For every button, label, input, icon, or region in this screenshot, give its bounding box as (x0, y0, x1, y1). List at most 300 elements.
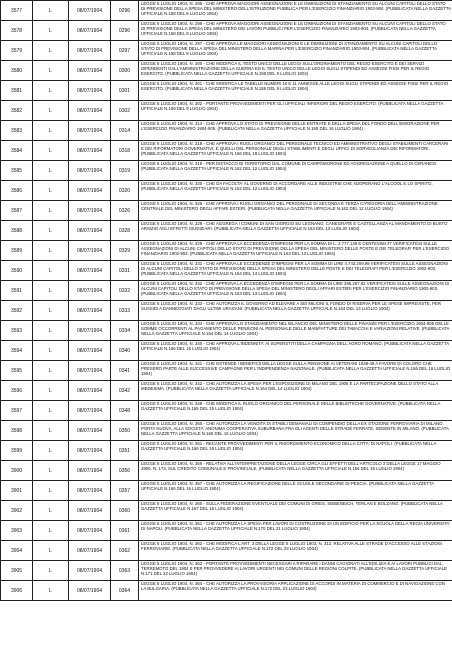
table-row (1, 341, 452, 361)
table-row (1, 221, 452, 241)
act-code: 0348 (118, 407, 131, 414)
table-row (1, 521, 452, 541)
act-type: L (49, 267, 52, 274)
act-date-cell (69, 281, 111, 301)
act-code-cell (111, 401, 139, 421)
act-date: 08/07/1904 (76, 367, 103, 374)
act-type-cell (33, 521, 69, 541)
act-description-cell (139, 121, 452, 141)
act-description: LEGGE 5 LUGLIO 1904, N. 334 - CHE APPROVA LO STANZIAMENTO NEL BILANCIO DEL MINISTERO DELLE FINANZE PER L'ESERCIZIO 1904-905 DELLE SOMME OCCORRENTI AL PAGAMENTO DELLE PENSIONI AL PERSONALE DELLE MANIFATTURE DEI TABACCHI E VARIAZIONI RELATIVE. (PUBBLICATA NELLA GAZZETTA UFFICIALE N.164 DEL 14 LUGLIO 1904) (141, 321, 450, 337)
act-date: 08/07/1904 (76, 527, 103, 534)
act-type: L (49, 347, 52, 354)
row-number-cell (1, 381, 33, 401)
table-row (1, 241, 452, 261)
row-number-cell (1, 581, 33, 601)
act-description-cell (139, 481, 452, 501)
act-date-cell (69, 161, 111, 181)
act-date: 08/07/1904 (76, 267, 103, 274)
act-description-cell (139, 261, 452, 281)
act-date: 08/07/1904 (76, 27, 103, 34)
act-code: 0320 (118, 187, 131, 194)
row-number: 3597 (10, 407, 23, 414)
act-type: L (49, 327, 52, 334)
act-description-cell (139, 541, 452, 561)
table-row (1, 101, 452, 121)
act-date: 08/07/1904 (76, 147, 103, 154)
act-code-cell (111, 281, 139, 301)
act-description: LEGGE 5 LUGLIO 1904, N. 362 - CHE MODIFICA L'ART. 3 DELLA LEGGE 8 LUGLIO 1903, N. 312, RELATIVA ALLE STRADE D'ACCESSO ALLE STAZIONI FERROVIARIE. (PUBBLICATA NELLA GAZZETTA UFFICIALE N.172 DEL 23 LUGLIO 1904) (141, 541, 442, 552)
act-date-cell (69, 541, 111, 561)
act-description: LEGGE 5 LUGLIO 1904, N. 364 - CHE AUTORIZZA LA PROVVISORIA APPLICAZIONE DI ACCORDI IN MATERIA DI COMMERCIO E DI NAVIGAZIONE CON LA BULGARIA. (PUBBLICATA NELLA GAZZETTA UFFICIALE N.172 DEL 23 LUGLIO 1904) (141, 581, 445, 592)
act-description: LEGGE 5 LUGLIO 1904, N. 320 - CHE DA FACOLTA' AL GOVERNO DI ACCORDARE ALLE INDUSTRIE CHE ADOPERANO L'ALCOOL E LO SPIRITO. (PUBBLICATA NELLA GAZZETTA UFFICIALE N.162 DEL 12 LUGLIO 1904) (141, 181, 433, 192)
act-type-cell (33, 81, 69, 101)
act-date: 08/07/1904 (76, 207, 103, 214)
row-number: 3588 (10, 227, 23, 234)
act-date: 08/07/1904 (76, 127, 103, 134)
act-description-cell (139, 561, 452, 581)
act-description-cell (139, 281, 452, 301)
act-date: 08/07/1904 (76, 487, 103, 494)
act-description-cell (139, 341, 452, 361)
table-row (1, 401, 452, 421)
act-date-cell (69, 221, 111, 241)
act-description: LEGGE 5 LUGLIO 1904, N. 296 - CHE APPROVA MAGGIORI ASSEGNAZIONI E LE DIMINUZIONI DI STANZIAMENTO SU ALCUNI CAPITOLI DELLO STATO DI PREVISIONE DELLA SPESA DEL MINISTERO DEI LAVORI PUBBLICI PER L'ESERCIZIO FINANZIARIO 1903-904. (PUBBLICATA NELLA GAZZETTA UFFICIALE N.158 DEL 8 LUGLIO 1904) (141, 21, 446, 37)
act-type-cell (33, 221, 69, 241)
act-code-cell (111, 101, 139, 121)
act-type: L (49, 227, 52, 234)
act-type: L (49, 387, 52, 394)
act-date-cell (69, 81, 111, 101)
row-number-cell (1, 461, 33, 481)
act-type-cell (33, 141, 69, 161)
act-type: L (49, 147, 52, 154)
act-type-cell (33, 201, 69, 221)
act-code: 0363 (118, 567, 131, 574)
act-type: L (49, 247, 52, 254)
act-description-cell (139, 301, 452, 321)
table-row (1, 281, 452, 301)
row-number-cell (1, 321, 33, 341)
act-date-cell (69, 421, 111, 441)
act-type-cell (33, 541, 69, 561)
act-date-cell (69, 301, 111, 321)
row-number: 3578 (10, 27, 23, 34)
row-number: 3584 (10, 147, 23, 154)
table-row (1, 321, 452, 341)
table-row (1, 301, 452, 321)
table-row (1, 141, 452, 161)
act-type: L (49, 467, 52, 474)
table-row (1, 121, 452, 141)
act-date: 08/07/1904 (76, 187, 103, 194)
act-code: 0301 (118, 87, 131, 94)
row-number-cell (1, 261, 33, 281)
act-description-cell (139, 381, 452, 401)
row-number: 3591 (10, 287, 23, 294)
act-description: LEGGE 5 LUGLIO 1904, N. 351 - RECANTE PROVVEDIMENTI PER IL RISORGIMENTO ECONOMICO DELLA CITTA' DI NAPOLI. (PUBBLICATA NELLA GAZZETTA UFFICIALE N.166 DEL 16 LUGLIO 1904) (141, 441, 437, 452)
row-number: 3595 (10, 367, 23, 374)
row-number: 3900 (10, 467, 23, 474)
act-date-cell (69, 21, 111, 41)
act-code-cell (111, 121, 139, 141)
act-description-cell (139, 401, 452, 421)
act-date-cell (69, 41, 111, 61)
row-number-cell (1, 441, 33, 461)
act-code: 0314 (118, 127, 131, 134)
row-number: 3590 (10, 267, 23, 274)
row-number-cell (1, 201, 33, 221)
act-code: 0300 (118, 67, 131, 74)
act-description: LEGGE 5 LUGLIO 1904, N. 326 - CHE APPROVA I RUOLI ORGANICI DEL PERSONALE DI SECONDA E TERZA CATEGORIA DELL'AMMINISTRAZIONE CENTRALE DEL MINISTERO DEGLI AFFARI ESTERI. (PUBBLICATA NELLA GAZZETTA UFFICIALE N.162 DEL 12 LUGLIO 1904) (141, 201, 438, 212)
table-row (1, 481, 452, 501)
act-date-cell (69, 241, 111, 261)
act-description: LEGGE 5 LUGLIO 1904, N. 360 - SULLA FEDERAZIONE EVENTUALE DEI COMUNI DI GRIES, SIEBENEICH, TERLAN E BOLZANO. (PUBBLICATA NELLA GAZZETTA UFFICIALE N.167 DEL 18 LUGLIO 1904) (141, 501, 443, 512)
act-description: LEGGE 5 LUGLIO 1904, N. 356 - RELATIVA ALL'INTERPRETAZIONE DELLA LEGGE CIRCA GLI EFFETTI DELL'ARTICOLO 3 DELLA LEGGE 17 MAGGIO 1900, N. 173, SUL CREDITO COMUNALE E PROVINCIALE. (PUBBLICATA NELLA GAZZETTA UFFICIALE N.166 DEL 16 LUGLIO 1904) (141, 461, 441, 472)
act-date: 08/07/1904 (76, 507, 103, 514)
act-date: 08/07/1904 (76, 347, 103, 354)
act-type-cell (33, 561, 69, 581)
act-date: 08/07/1904 (76, 87, 103, 94)
act-date-cell (69, 341, 111, 361)
act-date-cell (69, 101, 111, 121)
act-type-cell (33, 321, 69, 341)
row-number: 3589 (10, 247, 23, 254)
table-row (1, 561, 452, 581)
act-description-cell (139, 161, 452, 181)
act-date: 08/07/1904 (76, 247, 103, 254)
row-number-cell (1, 1, 33, 21)
act-date: 08/07/1904 (76, 67, 103, 74)
act-code: 0328 (118, 227, 131, 234)
row-number-cell (1, 141, 33, 161)
act-code-cell (111, 221, 139, 241)
act-code: 0364 (118, 587, 131, 594)
act-type: L (49, 307, 52, 314)
act-type: L (49, 407, 52, 414)
act-code-cell (111, 521, 139, 541)
table-row (1, 261, 452, 281)
act-description: LEGGE 5 LUGLIO 1904, N. 302 - PORTANTE PROVVEDIMENTI PER GLI UFFICIALI INFERIORI DEL REGIO ESERCITO. (PUBBLICATA NELLA GAZZETTA UFFICIALE N.159 DEL 9 LUGLIO 1904) (141, 101, 444, 112)
act-description-cell (139, 461, 452, 481)
act-type-cell (33, 281, 69, 301)
act-date-cell (69, 441, 111, 461)
act-type: L (49, 427, 52, 434)
act-type-cell (33, 1, 69, 21)
act-code: 0296 (118, 27, 131, 34)
table-row (1, 61, 452, 81)
act-description-cell (139, 21, 452, 41)
row-number-cell (1, 101, 33, 121)
row-number: 3903 (10, 527, 23, 534)
act-code-cell (111, 441, 139, 461)
row-number-cell (1, 341, 33, 361)
table-row (1, 21, 452, 41)
act-date: 08/07/1904 (76, 327, 103, 334)
row-number: 3901 (10, 487, 23, 494)
act-description-cell (139, 41, 452, 61)
act-type-cell (33, 461, 69, 481)
row-number-cell (1, 521, 33, 541)
act-description: LEGGE 5 LUGLIO 1904, N. 318 - CHE APPROVA I RUOLI ORGANICI DEL PERSONALE TECNICO ED AMMINISTRATIVO DEGLI STABILIMENTI CARCERARI E DEI RIFORMATORI GOVERNATIVI, E QUELLI DEL PERSONALE DEGLI STABILIMENTI E DEGLI UFFICI DI SORVEGLIANZA DEI RIFORMATORI. (PUBBLICATA NELLA GAZZETTA UFFICIALE N.166 DEL 18 LUGLIO 1904) (141, 141, 449, 157)
table-row (1, 461, 452, 481)
act-type: L (49, 127, 52, 134)
row-number: 3905 (10, 567, 23, 574)
act-type-cell (33, 241, 69, 261)
act-code: 0319 (118, 167, 131, 174)
act-date: 08/07/1904 (76, 227, 103, 234)
act-date-cell (69, 361, 111, 381)
act-code-cell (111, 241, 139, 261)
act-type-cell (33, 581, 69, 601)
act-description-cell (139, 581, 452, 601)
row-number-cell (1, 21, 33, 41)
row-number-cell (1, 361, 33, 381)
act-date: 08/07/1904 (76, 307, 103, 314)
act-description-cell (139, 501, 452, 521)
act-date-cell (69, 201, 111, 221)
act-code: 0351 (118, 447, 131, 454)
act-code: 0296 (118, 7, 131, 14)
act-description-cell (139, 141, 452, 161)
act-code-cell (111, 581, 139, 601)
row-number: 3580 (10, 67, 23, 74)
act-date: 08/07/1904 (76, 387, 103, 394)
act-code: 0302 (118, 107, 131, 114)
row-number-cell (1, 401, 33, 421)
table-row (1, 381, 452, 401)
act-code: 0340 (118, 347, 131, 354)
act-date: 08/07/1904 (76, 427, 103, 434)
act-date: 08/07/1904 (76, 7, 103, 14)
act-description: LEGGE 5 LUGLIO 1904, N. 331 - CHE APPROVA LE ECCEDENZE D'IMPEGNI PER LA SOMMA DI LIRE 4.743.209,99 VERIFICATESI SULLE ASSEGNAZIONI DI ALCUNI CAPITOLI DELLO STATO DI PREVISIONE DELLA SPESA DEL MINISTERO DELLE POSTE E DEI TELEGRAFI PER L'ESERCIZIO 1902-903. (PUBBLICATA NELLA GAZZETTA UFFICIALE N.164 DEL 14 LUGLIO 1904) (141, 261, 448, 277)
act-description-cell (139, 61, 452, 81)
act-code: 0360 (118, 507, 131, 514)
act-type: L (49, 167, 52, 174)
act-date-cell (69, 481, 111, 501)
act-date-cell (69, 261, 111, 281)
act-description: LEGGE 5 LUGLIO 1904, N. 341 - CHE ESTENDE I BENEFICII DELLA LEGGE SULLA PENSIONE AI VETERANI 1848-49 A FAVORE DI COLORO CHE PRESERO PARTE ALLE SUCCESSIVE CAMPAGNE PER L'INDIPENDENZA NAZIONALE. (PUBBLICATA NELLA GAZZETTA UFFICIALE N.166 DEL 16 LUGLIO 1904) (141, 361, 451, 377)
act-code: 0333 (118, 307, 131, 314)
row-number: 3582 (10, 107, 23, 114)
act-code: 0356 (118, 467, 131, 474)
act-date-cell (69, 401, 111, 421)
act-code-cell (111, 81, 139, 101)
act-type: L (49, 507, 52, 514)
act-code-cell (111, 481, 139, 501)
act-code-cell (111, 21, 139, 41)
act-code-cell (111, 141, 139, 161)
act-type: L (49, 567, 52, 574)
act-code-cell (111, 341, 139, 361)
act-code: 0361 (118, 527, 131, 534)
act-type-cell (33, 481, 69, 501)
act-date-cell (69, 561, 111, 581)
act-code: 0297 (118, 47, 131, 54)
act-code: 0350 (118, 427, 131, 434)
row-number-cell (1, 541, 33, 561)
row-number: 3586 (10, 187, 23, 194)
act-type: L (49, 587, 52, 594)
act-description-cell (139, 101, 452, 121)
table-row (1, 501, 452, 521)
act-type-cell (33, 101, 69, 121)
act-description: LEGGE 5 LUGLIO 1904, N. 319 - PER DISTACCO DI TERRITORIO DAL COMUNE DI CAMPOMORONE ED AGGREGAZIONE A QUELLO DI CERANESI. (PUBBLICATA NELLA GAZZETTA UFFICIALE N.162 DEL 12 LUGLIO 1904) (141, 161, 438, 172)
act-date: 08/07/1904 (76, 167, 103, 174)
row-number-cell (1, 561, 33, 581)
act-description-cell (139, 221, 452, 241)
row-number-cell (1, 301, 33, 321)
table-row (1, 41, 452, 61)
table-row (1, 81, 452, 101)
act-code-cell (111, 501, 139, 521)
act-code-cell (111, 161, 139, 181)
act-type: L (49, 187, 52, 194)
register-rows (1, 1, 452, 601)
act-date-cell (69, 581, 111, 601)
row-number: 3585 (10, 167, 23, 174)
row-number: 3583 (10, 127, 23, 134)
act-date-cell (69, 141, 111, 161)
act-type-cell (33, 361, 69, 381)
act-code-cell (111, 321, 139, 341)
row-number-cell (1, 501, 33, 521)
act-type: L (49, 207, 52, 214)
row-number-cell (1, 61, 33, 81)
act-type: L (49, 447, 52, 454)
act-code: 0332 (118, 287, 131, 294)
act-description-cell (139, 361, 452, 381)
act-code-cell (111, 561, 139, 581)
row-number-cell (1, 161, 33, 181)
act-type-cell (33, 121, 69, 141)
act-type-cell (33, 41, 69, 61)
act-code: 0341 (118, 367, 131, 374)
act-type: L (49, 527, 52, 534)
act-date: 08/07/1904 (76, 547, 103, 554)
act-date-cell (69, 501, 111, 521)
act-date: 08/07/1904 (76, 467, 103, 474)
table-row (1, 581, 452, 601)
act-description-cell (139, 241, 452, 261)
row-number: 3579 (10, 47, 23, 54)
act-description: LEGGE 5 LUGLIO 1904, N. 348 - CHE MODIFICA IL RUOLO ORGANICO DEL PERSONALE DELLE BIBLIOTECHE GOVERNATIVE. (PUBBLICATA NELLA GAZZETTA UFFICIALE N.165 DEL 15 LUGLIO 1904) (141, 401, 441, 412)
act-code-cell (111, 421, 139, 441)
act-type: L (49, 367, 52, 374)
act-date: 08/07/1904 (76, 107, 103, 114)
row-number: 3598 (10, 427, 23, 434)
act-type-cell (33, 441, 69, 461)
act-date: 08/07/1904 (76, 447, 103, 454)
act-description: LEGGE 5 LUGLIO 1904, N. 300 - CHE MODIFICA IL TESTO UNICO DELLE LEGGI SULL'ORDINAMENTO DEL REGIO ESERCITO E DEI SERVIZI DIPENDENTI DALL'AMMINISTRAZIONE DELLA GUERRA ED IL TESTO UNICO DELLE LEGGI SUGLI STIPENDI ED ASSEGNI FISSI PER IL REGIO ESERCITO. (PUBBLICATA NELLA GAZZETTA UFFICIALE N.159 DEL 9 LUGLIO 1904) (141, 61, 430, 77)
act-description-cell (139, 441, 452, 461)
act-code: 0329 (118, 247, 131, 254)
act-type: L (49, 107, 52, 114)
act-description-cell (139, 81, 452, 101)
act-date-cell (69, 1, 111, 21)
row-number-cell (1, 81, 33, 101)
act-type-cell (33, 21, 69, 41)
act-date-cell (69, 61, 111, 81)
act-date: 08/07/1904 (76, 407, 103, 414)
act-date: 08/07/1904 (76, 287, 103, 294)
act-code-cell (111, 61, 139, 81)
act-type: L (49, 27, 52, 34)
act-description-cell (139, 421, 452, 441)
act-code-cell (111, 361, 139, 381)
act-code-cell (111, 381, 139, 401)
act-type-cell (33, 501, 69, 521)
row-number-cell (1, 241, 33, 261)
act-date-cell (69, 521, 111, 541)
act-description: LEGGE 5 LUGLIO 1904, N. 333 - CHE AUTORIZZA IL GOVERNO AD ELEVARE A SEI MILIONI IL FONDO DI RISERVA PER LE SPESE IMPREVISTE, PER SUSSIDI A DANNEGGIATI DAGLI ULTIMI URAGANI. (PUBBLICATA NELLA GAZZETTA UFFICIALE N.163 DEL 13 LUGLIO 1904) (141, 301, 442, 312)
row-number-cell (1, 281, 33, 301)
act-type-cell (33, 421, 69, 441)
act-code: 0342 (118, 387, 131, 394)
row-number-cell (1, 221, 33, 241)
act-code-cell (111, 541, 139, 561)
row-number: 3581 (10, 87, 23, 94)
table-row (1, 441, 452, 461)
act-date-cell (69, 381, 111, 401)
act-code: 0334 (118, 327, 131, 334)
act-type-cell (33, 161, 69, 181)
row-number: 3599 (10, 447, 23, 454)
table-row (1, 181, 452, 201)
row-number: 3904 (10, 547, 23, 554)
act-description-cell (139, 181, 452, 201)
act-code-cell (111, 181, 139, 201)
act-code-cell (111, 1, 139, 21)
act-description: LEGGE 5 LUGLIO 1904, N. 357 - CHE AUTORIZZA LA REGIFICAZIONE DELLE SCUOLE SECONDARIE DI PESCIA. (PUBBLICATA NELLA GAZZETTA UFFICIALE N.166 DEL 16 LUGLIO 1904) (141, 481, 434, 492)
act-code-cell (111, 301, 139, 321)
act-code-cell (111, 201, 139, 221)
act-description: LEGGE 5 LUGLIO 1904, N. 342 - CHE AUTORIZZA LA SPESA PER L'ESPOSIZIONE DI MILANO DEL 1906 E LA PARTECIPAZIONE DELLO STATO ALLA MEDESIMA. (PUBBLICATA NELLA GAZZETTA UFFICIALE N.164 DEL 14 LUGLIO 1904) (141, 381, 438, 392)
act-type-cell (33, 181, 69, 201)
row-number-cell (1, 421, 33, 441)
act-description: LEGGE 5 LUGLIO 1904, N. 361 - CHE AUTORIZZA LA SPESA PER LAVORI DI COSTRUZIONE DI UN EDIFICIO PER LA SCUOLA DELLA REGIA UNIVERSITA' DI NAPOLI. (PUBBLICATA NELLA GAZZETTA UFFICIALE N.170 DEL 21 LUGLIO 1904) (141, 521, 451, 532)
table-row (1, 541, 452, 561)
act-date-cell (69, 461, 111, 481)
row-number-cell (1, 121, 33, 141)
act-description: LEGGE 5 LUGLIO 1904, N. 329 - CHE APPROVA LA ECCEDENZA D'IMPEGNI PER LA SOMMA DI L. 2.777.148 E CENTESIMI 47 VERIFICATESI SULLE ASSEGNAZIONI DI ALCUNI CAPITOLI DELLO STATO DI PREVISIONE DELLA SPESA DEL MINISTERO DELLE POSTE E DEI TELEGRAFI PER L'ESERCIZIO FINANZIARIO 1902-903. (PUBBLICATA NELLA GAZZETTA UFFICIALE N.163 DEL 13 LUGLIO 1904) (141, 241, 450, 257)
act-type: L (49, 547, 52, 554)
row-number: 3587 (10, 207, 23, 214)
act-date-cell (69, 121, 111, 141)
row-number: 3596 (10, 387, 23, 394)
act-description: LEGGE 5 LUGLIO 1904, N. 297 - CHE APPROVA LE MAGGIORI ASSEGNAZIONI E LE DIMINUZIONI DI STANZIAMENTO SU ALCUNI CAPITOLI DELLO STATO DI PREVISIONE DELLA SPESA DEL MINISTERO DELLA MARINA PER L'ESERCIZIO FINANZIARIO 1903-904. (PUBBLICATA NELLA GAZZETTA UFFICIALE N.158 DEL 8 LUGLIO 1904) (141, 41, 438, 57)
act-description-cell (139, 201, 452, 221)
act-description-cell (139, 321, 452, 341)
row-number: 3592 (10, 307, 23, 314)
act-date-cell (69, 181, 111, 201)
row-number: 3594 (10, 347, 23, 354)
act-code: 0331 (118, 267, 131, 274)
act-description-cell (139, 521, 452, 541)
table-row (1, 1, 452, 21)
table-row (1, 201, 452, 221)
row-number: 3902 (10, 507, 23, 514)
table-row (1, 361, 452, 381)
act-code-cell (111, 461, 139, 481)
act-code-cell (111, 261, 139, 281)
act-type: L (49, 87, 52, 94)
table-row (1, 161, 452, 181)
act-type: L (49, 67, 52, 74)
row-number-cell (1, 481, 33, 501)
act-description: LEGGE 5 LUGLIO 1904, N. 363 - PORTANTE PROVVEDIMENTI NECESSARI A RIPARARE I DANNI CAGIONATI ALL'EDILIZIA E AI LAVORI PUBBLICI DAL TERREMOTO DEL 1904 E PER PROVVEDERE AI LAVORI URGENTI NEI COMUNI DELLE REGIONI COLPITE. (PUBBLICATA NELLA GAZZETTA UFFICIALE N.171 DEL 22 LUGLIO 1904) (141, 561, 448, 577)
act-type-cell (33, 61, 69, 81)
act-code: 0326 (118, 207, 131, 214)
